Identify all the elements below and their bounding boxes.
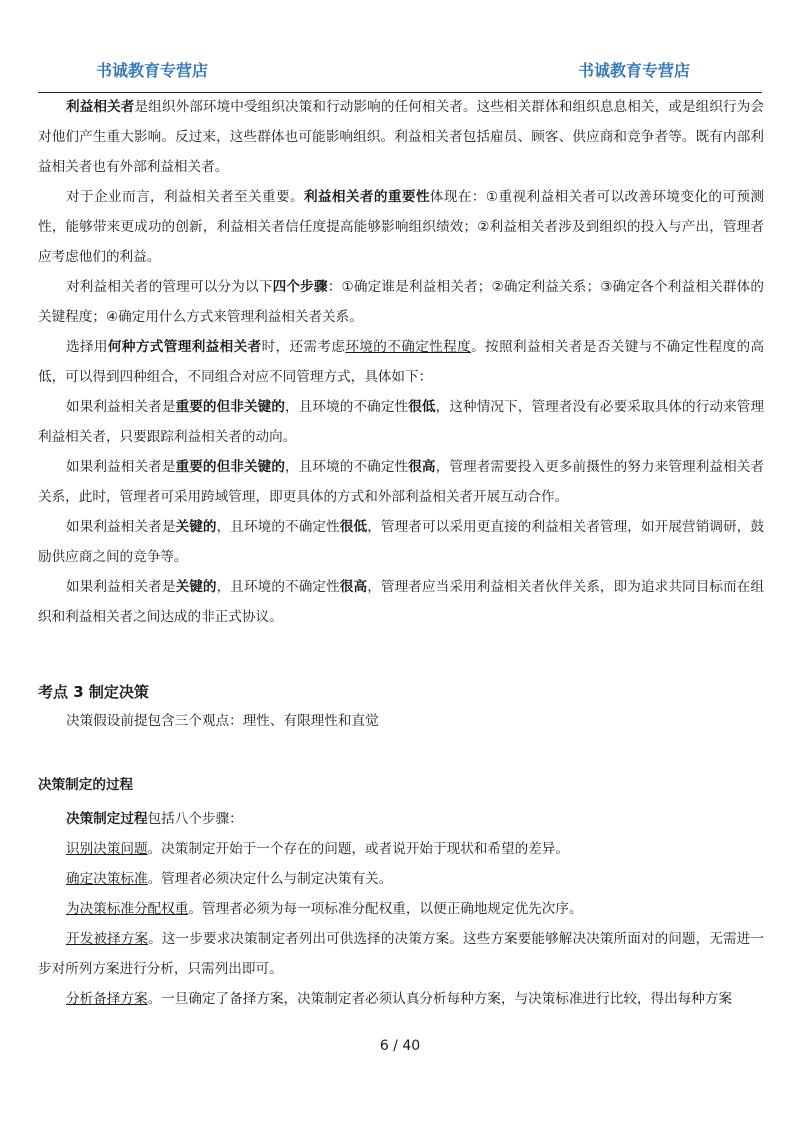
page-number: 6 / 40 [379, 1038, 421, 1054]
step-item [38, 924, 764, 984]
paragraph-text: 如果利益相关者是 [66, 399, 176, 415]
term-bold: 关键的 [175, 519, 217, 535]
step-text: 。管理者必须决定什么与制定决策有关。 [147, 871, 393, 887]
step-item [38, 894, 764, 924]
step-label: 确定决策标准 [66, 871, 148, 887]
paragraph-text: ，且环境的不确定性 [216, 579, 340, 595]
paragraph-text: 如果利益相关者是 [66, 459, 176, 475]
term-underline: 环境的不确定性程度 [345, 339, 472, 355]
step-text: 。管理者必须为每一项标准分配权重，以便正确地规定优先次序。 [188, 901, 583, 917]
paragraph-case-3 [38, 512, 764, 572]
paragraph-text: ：①确定谁是利益相关者；②确定利益关系；③确定各个利益相关群体的关键程度；④确定用什么方式来管理利益相关者关系。 [38, 279, 765, 325]
step-label: 分析备择方案 [66, 991, 148, 1007]
subsection-heading: 决策制定的过程 [38, 777, 134, 793]
paragraph-text: 时，还需考虑 [261, 339, 346, 355]
paragraph-text: ，管理者需要投入更多前摄性的努力来管理利益相关者关系，此时，管理者可采用跨域管理，即更具体的方式和外部利益相关者开展互动合作。 [38, 459, 765, 505]
step-label: 开发被择方案 [66, 931, 149, 947]
paragraph-text: 对于企业而言，利益相关者至关重要。 [66, 189, 304, 205]
term-bold: 重要的但非关键的 [175, 459, 286, 475]
header-right-title: 书诚教育专营店 [577, 61, 690, 80]
document-body [38, 92, 764, 1014]
term-bold: 四个步骤 [272, 279, 328, 295]
paragraph-text: 对利益相关者的管理可以分为以下 [66, 279, 273, 295]
paragraph-management-method [38, 332, 764, 392]
step-text: 。一旦确定了备择方案，决策制定者必须认真分析每种方案，与决策标准进行比较，得出每种方案 [147, 991, 733, 1007]
step-item [38, 864, 764, 894]
paragraph-text: 体现在：①重视利益相关者可以改善环境变化的可预测性，能够带来更成功的创新，利益相关者信任度提高能够影响组织绩效；②利益相关者涉及到组织的投入与产出，管理者应考虑他们的利益。 [38, 189, 765, 265]
section-intro: 决策假设前提包含三个观点：理性、有限理性和直觉 [66, 713, 379, 729]
subsection-lead [38, 804, 764, 834]
paragraph-text: ，管理者可以采用更直接的利益相关者管理，如开展营销调研，鼓励供应商之间的竞争等。 [38, 519, 765, 565]
term-bold: 决策制定过程 [66, 811, 148, 827]
paragraph-text: 。按照利益相关者是否关键与不确定性程度的高低，可以得到四种组合，不同组合对应不同管理方式，具体如下： [38, 339, 765, 385]
step-item [38, 834, 764, 864]
paragraph-text: ，且环境的不确定性 [216, 519, 340, 535]
term-bold: 关键的 [175, 579, 217, 595]
paragraph-text: ，且环境的不确定性 [285, 459, 409, 475]
paragraph-stakeholder-definition [38, 92, 764, 182]
paragraph-management-steps [38, 272, 764, 332]
step-item [38, 984, 764, 1014]
term-bold: 利益相关者的重要性 [303, 189, 430, 205]
paragraph-text: 是组织外部环境中受组织决策和行动影响的任何相关者。这些相关群体和组织息息相关，或是组织行为会对他们产生重大影响。反过来，这些群体也可能影响组织。利益相关者包括雇员、顾客、供应商和竞争者等。既有内部利益相关者也有外部利益相关者。 [38, 99, 765, 175]
paragraph-text: 如果利益相关者是 [66, 519, 176, 535]
paragraph-text: 如果利益相关者是 [66, 579, 176, 595]
term-bold: 很高 [339, 579, 368, 595]
paragraph-text: ，管理者应当采用利益相关者伙伴关系，即为追求共同目标而在组织和利益相关者之间达成的非正式协议。 [38, 579, 765, 625]
paragraph-text: 选择用 [66, 339, 108, 355]
paragraph-case-1 [38, 392, 764, 452]
step-text: 。决策制定开始于一个存在的问题，或者说开始于现状和希望的差异。 [147, 841, 569, 857]
term-bold: 很高 [408, 459, 436, 475]
step-label: 识别决策问题 [66, 841, 148, 857]
term-bold: 重要的但非关键的 [175, 399, 286, 415]
term-bold: 很低 [339, 519, 368, 535]
header-left-title: 书诚教育专营店 [96, 61, 209, 80]
paragraph-text: ，这种情况下，管理者没有必要采取具体的行动来管理利益相关者，只要跟踪利益相关者的动向。 [38, 399, 765, 445]
paragraph-text: 包括八个步骤： [147, 811, 243, 827]
paragraph-text: ，且环境的不确定性 [285, 399, 409, 415]
term-bold: 何种方式管理利益相关者 [107, 339, 262, 355]
step-label: 为决策标准分配权重 [66, 901, 189, 917]
page-header [38, 54, 762, 93]
term-bold: 利益相关者 [66, 99, 135, 115]
step-text: 。这一步要求决策制定者列出可供选择的决策方案。这些方案要能够解决决策所面对的问题，无需进一步对所列方案进行分析，只需列出即可。 [38, 931, 765, 977]
paragraph-case-4 [38, 572, 764, 632]
paragraph-stakeholder-importance [38, 182, 764, 272]
term-bold: 很低 [408, 399, 436, 415]
paragraph-case-2 [38, 452, 764, 512]
section-heading: 考点 3 制定决策 [38, 683, 149, 701]
